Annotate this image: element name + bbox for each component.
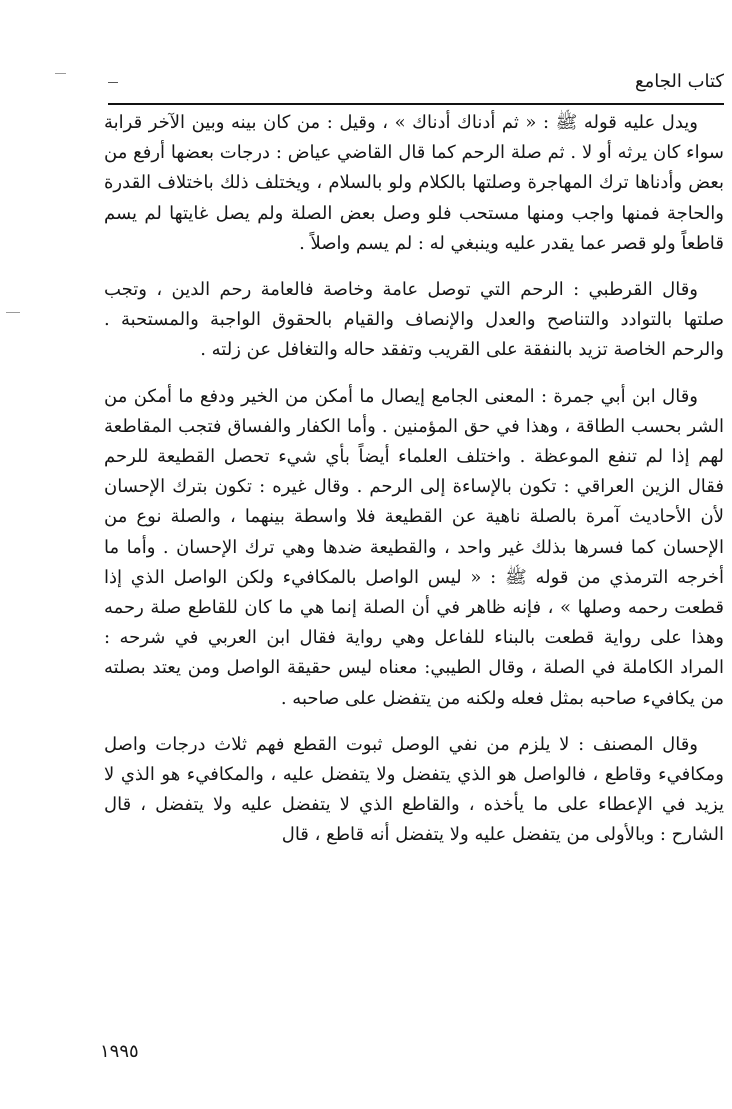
margin-mark bbox=[6, 312, 20, 313]
header-rule bbox=[108, 103, 724, 105]
header-dash bbox=[108, 82, 118, 83]
margin-mark bbox=[55, 73, 66, 74]
book-title: كتاب الجامع bbox=[635, 71, 724, 92]
paragraph: وقال المصنف : لا يلزم من نفي الوصل ثبوت القطع فهم ثلاث درجات واصل ومكافيء وقاطع ، فالواصل هو الذي يتفضل ولا يتفضل عليه ، والمكافيء هو الذي لا يزيد في الإعطاء على ما يأخذه ، والقاطع الذي لا يتفضل عليه ولا يتفضل ، قال الشارح : وبالأولى من يتفضل عليه ولا يتفضل أنه قاطع ، قال bbox=[104, 733, 724, 846]
running-header bbox=[108, 64, 724, 104]
body-text bbox=[104, 108, 724, 851]
paragraph: وقال ابن أبي جمرة : المعنى الجامع إيصال ما أمكن من الخير ودفع ما أمكن من الشر بحسب الطاقة ، وهذا في حق المؤمنين . وأما الكفار والفساق فتجب المقاطعة لهم إذا لم تنفع الموعظة . واختلف العلماء أيضاً بأي شيء تحصل القطيعة للرحم فقال الزين العراقي : تكون بالإساءة إلى الرحم . وقال غيره : تكون بترك الإحسان لأن الأحاديث آمرة بالصلة ناهية عن القطيعة فلا واسطة بينهما ، والصلة نوع من الإحسان كما فسرها بذلك غير واحد ، والقطيعة ضدها وهي ترك الإحسان . وأما ما أخرجه الترمذي من قوله ﷺ : « ليس الواصل بالمكافيء ولكن الواصل الذي إذا قطعت رحمه وصلها » ، فإنه ظاهر في أن الصلة إنما هي ما كان للقاطع صلة رحمه وهذا على رواية قطعت بالبناء للفاعل وهي رواية فقال ابن العربي في شرحه : المراد الكاملة في الصلة ، وقال الطيبي: معناه ليس حقيقة الواصل ومن يعتد بصلته من يكافيء صاحبه بمثل فعله ولكنه من يتفضل على صاحبه . bbox=[104, 385, 724, 709]
paragraph: ويدل عليه قوله ﷺ : « ثم أدناك أدناك » ، وقيل : من كان بينه وبين الآخر قرابة سواء كان يرثه أو لا . ثم صلة الرحم كما قال القاضي عياض : درجات بعضها أرفع من بعض وأدناها ترك المهاجرة وصلتها بالكلام ولو بالسلام ، ويختلف ذلك باختلاف القدرة والحاجة فمنها واجب ومنها مستحب فلو وصل بعض الصلة ولم يصل غايتها لم يسم قاطعاً ولو قصر عما يقدر عليه وينبغي له : لم يسم واصلاً . bbox=[104, 112, 724, 254]
paragraph: وقال القرطبي : الرحم التي توصل عامة وخاصة فالعامة رحم الدين ، وتجب صلتها بالتوادد والتناصح والعدل والإنصاف والقيام بالحقوق الواجبة والمستحبة . والرحم الخاصة تزيد بالنفقة على القريب وتفقد حاله والتغافل عن زلته . bbox=[104, 279, 724, 361]
page-number: ١٩٩٥ bbox=[100, 1041, 139, 1062]
